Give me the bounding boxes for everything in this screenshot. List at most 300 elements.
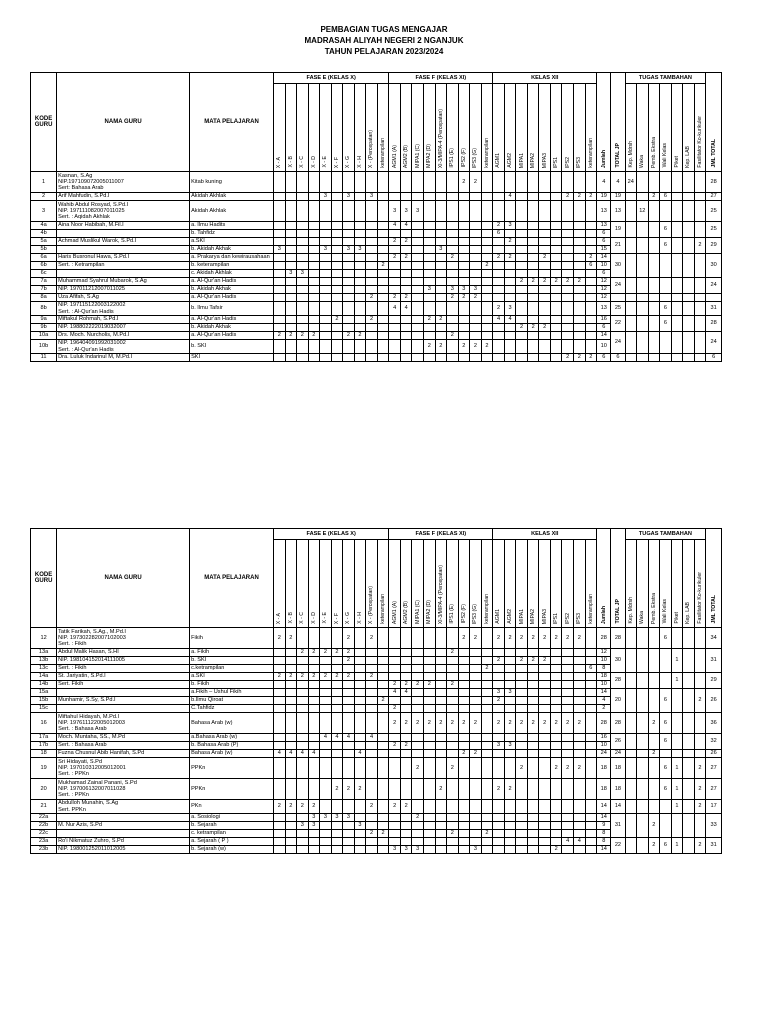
value-cell [343,222,355,230]
value-cell: 3 [504,742,516,750]
value-cell [516,354,528,362]
value-cell [671,302,683,316]
value-cell [660,172,672,193]
value-cell [574,294,586,302]
mata-pelajaran-cell [190,649,274,657]
value-cell [320,830,332,838]
value-cell [585,302,597,316]
value-cell: 3 [504,302,516,316]
header-fase-e: FASE E (KELAS X) [273,73,388,84]
value-cell [527,838,539,846]
value-cell [683,758,695,779]
value-cell [574,705,586,713]
value-cell [481,705,493,713]
value-cell [562,705,574,713]
value-cell [285,657,297,665]
value-cell [389,779,401,800]
value-cell [585,705,597,713]
value-cell [562,657,574,665]
value-cell [285,697,297,705]
value-cell: 30 [611,254,625,278]
value-cell [516,254,528,262]
header-jml-total: JML TOTAL [706,73,722,172]
value-cell: 14 [597,846,611,854]
value-cell [671,628,683,649]
value-cell [297,246,309,254]
value-cell: 3 [470,286,482,294]
value-cell [343,689,355,697]
value-cell [625,238,637,254]
value-cell [481,713,493,734]
value-cell [516,201,528,222]
value-cell: 2 [539,657,551,665]
kode-guru-cell: 8a [31,294,57,302]
value-cell [400,278,412,286]
value-cell: 2 [550,758,562,779]
value-cell [539,316,551,324]
value-cell [320,665,332,673]
value-cell [539,270,551,278]
table-row [31,750,722,758]
header-kelas-xii: KELAS XII [493,529,597,540]
nama-guru-cell [57,286,190,294]
value-cell [550,324,562,332]
value-cell [447,665,459,673]
mata-pelajaran-cell [190,750,274,758]
value-cell [320,294,332,302]
value-cell: 12 [637,201,649,222]
header-group-row [31,529,722,540]
value-cell [400,286,412,294]
value-cell: 4 [504,193,516,201]
value-cell [273,172,285,193]
mata-pelajaran-line: b. Tahfidz [191,230,215,237]
value-cell [458,657,470,665]
nama-guru-cell [57,814,190,822]
value-cell [400,673,412,681]
mata-pelajaran-cell [190,814,274,822]
nama-guru-cell [57,172,190,193]
value-cell [470,230,482,238]
value-cell [447,324,459,332]
value-cell [354,838,366,846]
value-cell [562,222,574,230]
value-cell [389,193,401,201]
value-cell: 2 [423,340,435,354]
value-cell [377,838,389,846]
value-cell [527,822,539,830]
column-header: MIPA3 [539,540,551,628]
value-cell [273,354,285,362]
value-cell: 2 [354,332,366,340]
value-cell: 3 [447,286,459,294]
nama-guru-cell [57,649,190,657]
value-cell: 2 [516,324,528,332]
value-cell [377,649,389,657]
header-fase-f: FASE F (KELAS XI) [389,529,493,540]
value-cell [660,332,672,354]
value-cell: 1 [671,800,683,814]
value-cell: 2 [400,713,412,734]
value-cell [539,294,551,302]
table-row [31,838,722,846]
value-cell: 2 [493,302,505,316]
mata-pelajaran-cell [190,681,274,689]
value-cell [447,657,459,665]
value-cell [331,742,343,750]
value-cell [285,254,297,262]
nama-guru-line: NIP. 196404091992031002 [58,340,126,347]
value-cell [343,758,355,779]
value-cell: 2 [694,800,706,814]
value-cell [648,649,660,673]
value-cell [423,705,435,713]
value-cell [297,779,309,800]
value-cell [377,689,389,697]
column-header: X - H [354,84,366,172]
mata-pelajaran-line: Bahasa Arab (w) [191,750,233,757]
value-cell [343,846,355,854]
value-cell [273,302,285,316]
value-cell [458,278,470,286]
value-cell: 2 [331,779,343,800]
value-cell [493,758,505,779]
value-cell: 28 [611,628,625,649]
value-cell [637,758,649,779]
value-cell [354,697,366,705]
value-cell [308,734,320,742]
column-header: keterampilan [377,84,389,172]
value-cell [660,649,672,673]
value-cell [423,822,435,830]
nama-guru-cell [57,222,190,230]
value-cell [574,779,586,800]
value-cell [423,254,435,262]
mata-pelajaran-cell [190,222,274,230]
value-cell: 2 [539,324,551,332]
value-cell: 2 [481,340,493,354]
value-cell [447,800,459,814]
mata-pelajaran-line: a.SKI [191,673,205,680]
value-cell [308,628,320,649]
value-cell [585,628,597,649]
value-cell [585,340,597,354]
value-cell [320,286,332,294]
value-cell [320,354,332,362]
value-cell [435,332,447,340]
value-cell: 6 [660,713,672,734]
value-cell: 2 [574,354,586,362]
value-cell [377,254,389,262]
column-header: IPS1 (E) [447,84,459,172]
value-cell: 2 [539,628,551,649]
value-cell [273,814,285,822]
value-cell [470,705,482,713]
nama-guru-cell [57,246,190,254]
value-cell [389,286,401,294]
value-cell [458,673,470,681]
value-cell: 1 [671,758,683,779]
value-cell [331,628,343,649]
value-cell [331,689,343,697]
header-group-row [31,73,722,84]
value-cell [470,278,482,286]
value-cell [516,697,528,705]
value-cell [423,172,435,193]
value-cell: 3 [285,270,297,278]
value-cell [683,750,695,758]
value-cell: 10 [597,262,611,270]
value-cell [308,230,320,238]
value-cell [447,705,459,713]
value-cell: 10 [597,742,611,750]
value-cell [400,697,412,705]
nama-guru-line: NIP. 197302282007102003 [58,634,126,641]
value-cell [694,294,706,302]
value-cell: 2 [458,294,470,302]
value-cell [527,222,539,230]
value-cell [343,294,355,302]
value-cell [648,800,660,814]
value-cell: 2 [574,278,586,286]
value-cell: 2 [308,800,320,814]
value-cell: 2 [470,294,482,302]
value-cell: 6 [597,324,611,332]
value-cell: 22 [611,316,625,332]
header-jumlah: Jumlah [597,73,611,172]
value-cell [308,238,320,246]
column-header: IPS2 (F) [458,84,470,172]
value-cell [585,294,597,302]
column-header: IPS1 [550,540,562,628]
table-row [31,734,722,742]
value-cell [377,201,389,222]
value-cell [458,681,470,689]
value-cell [366,713,378,734]
value-cell [343,705,355,713]
value-cell [412,697,424,705]
value-cell [648,316,660,332]
value-cell [412,230,424,238]
value-cell [527,302,539,316]
mata-pelajaran-cell [190,822,274,830]
mata-pelajaran-line: b. keterampilan [191,262,230,269]
value-cell [562,814,574,822]
value-cell [366,246,378,254]
value-cell [458,302,470,316]
value-cell [320,779,332,800]
value-cell [285,262,297,270]
value-cell [481,657,493,665]
value-cell [308,830,320,838]
value-cell [435,270,447,278]
value-cell [320,681,332,689]
value-cell [354,230,366,238]
value-cell [331,201,343,222]
column-header: X - F [331,84,343,172]
value-cell [435,628,447,649]
nama-guru-cell [57,238,190,246]
column-header: MIPA1 [516,540,528,628]
value-cell [423,846,435,854]
value-cell [550,230,562,238]
value-cell [539,172,551,193]
mata-pelajaran-line: a. Ilmu Hadits [191,222,226,229]
value-cell [694,713,706,734]
value-cell [694,673,706,689]
kode-guru-cell: 7a [31,278,57,286]
value-cell [527,800,539,814]
mata-pelajaran-line: C.Tahfidz [191,705,215,712]
value-cell: 4 [611,172,625,193]
value-cell [435,742,447,750]
value-cell [285,649,297,657]
value-cell: 2 [389,713,401,734]
value-cell [366,238,378,246]
value-cell [527,294,539,302]
value-cell [574,201,586,222]
value-cell [423,270,435,278]
value-cell [550,286,562,294]
value-cell [574,665,586,673]
column-header: Pemb. Ekstra [648,84,660,172]
value-cell: 4 [504,316,516,324]
value-cell [562,201,574,222]
column-header: Piket [671,84,683,172]
value-cell [320,340,332,354]
schedule-table-2 [30,528,722,854]
value-cell: 4 [331,734,343,742]
value-cell [297,705,309,713]
table-row [31,302,722,316]
value-cell [539,689,551,697]
value-cell: 26 [706,750,722,758]
value-cell: 2 [447,681,459,689]
value-cell [412,246,424,254]
value-cell [458,758,470,779]
value-cell: 3 [343,193,355,201]
value-cell [470,222,482,230]
value-cell: 28 [706,172,722,193]
value-cell [447,697,459,705]
value-cell [671,222,683,238]
value-cell [694,628,706,649]
column-header: MIPA1 (C) [412,84,424,172]
value-cell [550,697,562,705]
value-cell [527,246,539,254]
value-cell [308,697,320,705]
value-cell [297,657,309,665]
value-cell [574,649,586,657]
value-cell [493,649,505,657]
value-cell [683,316,695,332]
value-cell [562,340,574,354]
value-cell [412,665,424,673]
value-cell [366,254,378,262]
value-cell [412,286,424,294]
value-cell: 4 [320,734,332,742]
value-cell [285,201,297,222]
kode-guru-cell: 2 [31,193,57,201]
value-cell: 2 [481,665,493,673]
value-cell [527,340,539,354]
value-cell [377,734,389,742]
value-cell: 2 [458,628,470,649]
value-cell [671,689,683,713]
value-cell [585,278,597,286]
value-cell: 2 [447,830,459,838]
value-cell [400,649,412,657]
value-cell [504,750,516,758]
value-cell: 27 [706,193,722,201]
value-cell: 8 [597,830,611,838]
nama-guru-line: Sert. : PPKn [58,792,89,799]
table-row [31,814,722,822]
value-cell [273,838,285,846]
value-cell [550,673,562,681]
value-cell [400,822,412,830]
mata-pelajaran-line: b. Ilmu Tafsir [191,305,223,312]
value-cell [539,262,551,270]
column-header: IPS1 (E) [447,540,459,628]
value-cell [683,713,695,734]
value-cell [389,246,401,254]
value-cell: 2 [343,657,355,665]
value-cell: 6 [597,238,611,246]
value-cell: 3 [308,822,320,830]
mata-pelajaran-line: a. Prakarya dan kewirausahaan [191,254,270,261]
value-cell: 9 [597,822,611,830]
value-cell: 2 [493,657,505,665]
mata-pelajaran-cell [190,201,274,222]
value-cell [297,278,309,286]
value-cell: 3 [308,814,320,822]
value-cell: 4 [389,222,401,230]
value-cell: 2 [343,332,355,340]
value-cell [625,689,637,713]
value-cell [550,665,562,673]
value-cell [648,628,660,649]
column-header: AGM2 [504,540,516,628]
value-cell [366,649,378,657]
value-cell [423,332,435,340]
value-cell [308,758,320,779]
kode-guru-cell: 7b [31,286,57,294]
value-cell [377,713,389,734]
value-cell: 2 [366,294,378,302]
value-cell: 3 [412,201,424,222]
value-cell: 2 [574,193,586,201]
value-cell [625,302,637,316]
value-cell [550,332,562,340]
value-cell [648,758,660,779]
value-cell [412,628,424,649]
value-cell [412,238,424,246]
value-cell: 24 [706,278,722,294]
value-cell [562,294,574,302]
value-cell [493,814,505,822]
value-cell [683,779,695,800]
value-cell [273,254,285,262]
value-cell [435,193,447,201]
value-cell [308,340,320,354]
value-cell: 6 [493,230,505,238]
value-cell: 2 [648,193,660,201]
value-cell [574,230,586,238]
column-header: X - B [285,84,297,172]
value-cell: 2 [320,673,332,681]
mata-pelajaran-line: a.Fikih – Ushul Fikih [191,689,242,696]
